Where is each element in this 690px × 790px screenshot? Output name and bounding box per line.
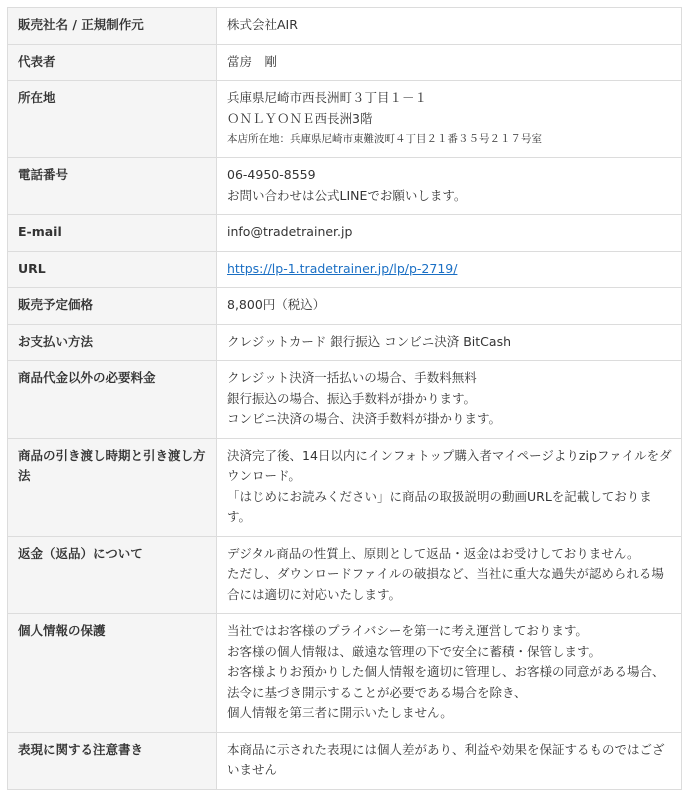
table-row-fees	[8, 361, 682, 439]
value-line: クレジットカード 銀行振込 コンビニ決済 BitCash	[227, 333, 512, 349]
row-label: 所在地	[8, 81, 217, 158]
table-row-url	[8, 251, 682, 288]
row-label: E-mail	[8, 215, 217, 252]
value-line: 株式会社AIR	[227, 17, 298, 32]
row-value	[217, 324, 682, 361]
table-row-representative	[8, 44, 682, 81]
seller-info-table	[7, 7, 682, 790]
price-value: 8,800円（税込）	[227, 297, 326, 312]
value-line: クレジット決済一括払いの場合、手数料無料	[227, 370, 477, 385]
row-value	[217, 614, 682, 733]
value-line: お問い合わせは公式LINEでお願いします。	[227, 187, 467, 203]
value-line: お客様よりお預かりした個人情報を適切に管理し、お客様の同意がある場合、	[227, 664, 665, 679]
value-line: ただし、ダウンロードファイルの破損など、当社に重大な過失が認められる場合には適切に対応いたします。	[227, 566, 664, 602]
row-label: 表現に関する注意書き	[8, 732, 217, 789]
row-value	[217, 251, 682, 288]
row-value	[217, 438, 682, 536]
row-value	[217, 8, 682, 45]
row-value	[217, 44, 682, 81]
table-row-address	[8, 81, 682, 158]
row-label: 販売予定価格	[8, 288, 217, 325]
row-label: 代表者	[8, 44, 217, 81]
table-row-refund	[8, 536, 682, 614]
value-line: 當房 剛	[227, 53, 278, 69]
value-line: 銀行振込の場合、振込手数料が掛かります。	[227, 390, 477, 406]
row-label: 電話番号	[8, 158, 217, 215]
row-label: URL	[8, 251, 217, 288]
table-row-privacy	[8, 614, 682, 733]
head-office-address: 本店所在地：兵庫県尼崎市東難波町４丁目２１番３５号２１７号室	[227, 133, 542, 145]
value-line: 個人情報を第三者に開示いたしません。	[227, 705, 453, 720]
row-value	[217, 536, 682, 614]
row-value	[217, 288, 682, 325]
row-label: 販売社名 / 正規制作元	[8, 8, 217, 45]
url-link[interactable]: https://lp-1.tradetrainer.jp/lp/p-2719/	[227, 260, 458, 276]
row-value	[217, 732, 682, 789]
row-label: 商品代金以外の必要料金	[8, 361, 217, 439]
row-value	[217, 158, 682, 215]
phone-number: 06-4950-8559	[227, 167, 316, 182]
table-row-delivery	[8, 438, 682, 536]
email-address: info@tradetrainer.jp	[227, 224, 353, 239]
row-label: お支払い方法	[8, 324, 217, 361]
table-row-seller	[8, 8, 682, 45]
value-line: 本商品に示された表現には個人差があり、利益や効果を保証するものではございません	[227, 741, 665, 777]
row-value	[217, 215, 682, 252]
table-row-price	[8, 288, 682, 325]
value-line: 兵庫県尼崎市西長洲町３丁目１－１	[227, 90, 428, 105]
value-line: コンビニ決済の場合、決済手数料が掛かります。	[227, 411, 502, 426]
value-line: 当社ではお客様のプライバシーを第一に考え運営しております。	[227, 623, 588, 638]
value-line: ＯＮＬＹＯＮＥ西長洲3階	[227, 110, 373, 126]
value-line: 決済完了後、14日以内にインフォトップ購入者マイページよりzipファイルをダウンロード。	[227, 447, 672, 483]
row-value	[217, 361, 682, 439]
row-label: 個人情報の保護	[8, 614, 217, 733]
value-line: お客様の個人情報は、厳遠な管理の下で安全に蓄積・保管します。	[227, 643, 602, 659]
table-row-email	[8, 215, 682, 252]
row-label: 商品の引き渡し時期と引き渡し方法	[8, 438, 217, 536]
table-row-payment	[8, 324, 682, 361]
table-row-disclaimer	[8, 732, 682, 789]
value-line: 「はじめにお読みください」に商品の取扱説明の動画URLを記載しております。	[227, 488, 652, 524]
value-line: デジタル商品の性質上、原則として返品・返金はお受けしておりません。	[227, 545, 640, 561]
value-line: 法令に基づき開示することが必要である場合を除き、	[227, 684, 527, 700]
table-row-phone	[8, 158, 682, 215]
row-value	[217, 81, 682, 158]
row-label: 返金（返品）について	[8, 536, 217, 614]
